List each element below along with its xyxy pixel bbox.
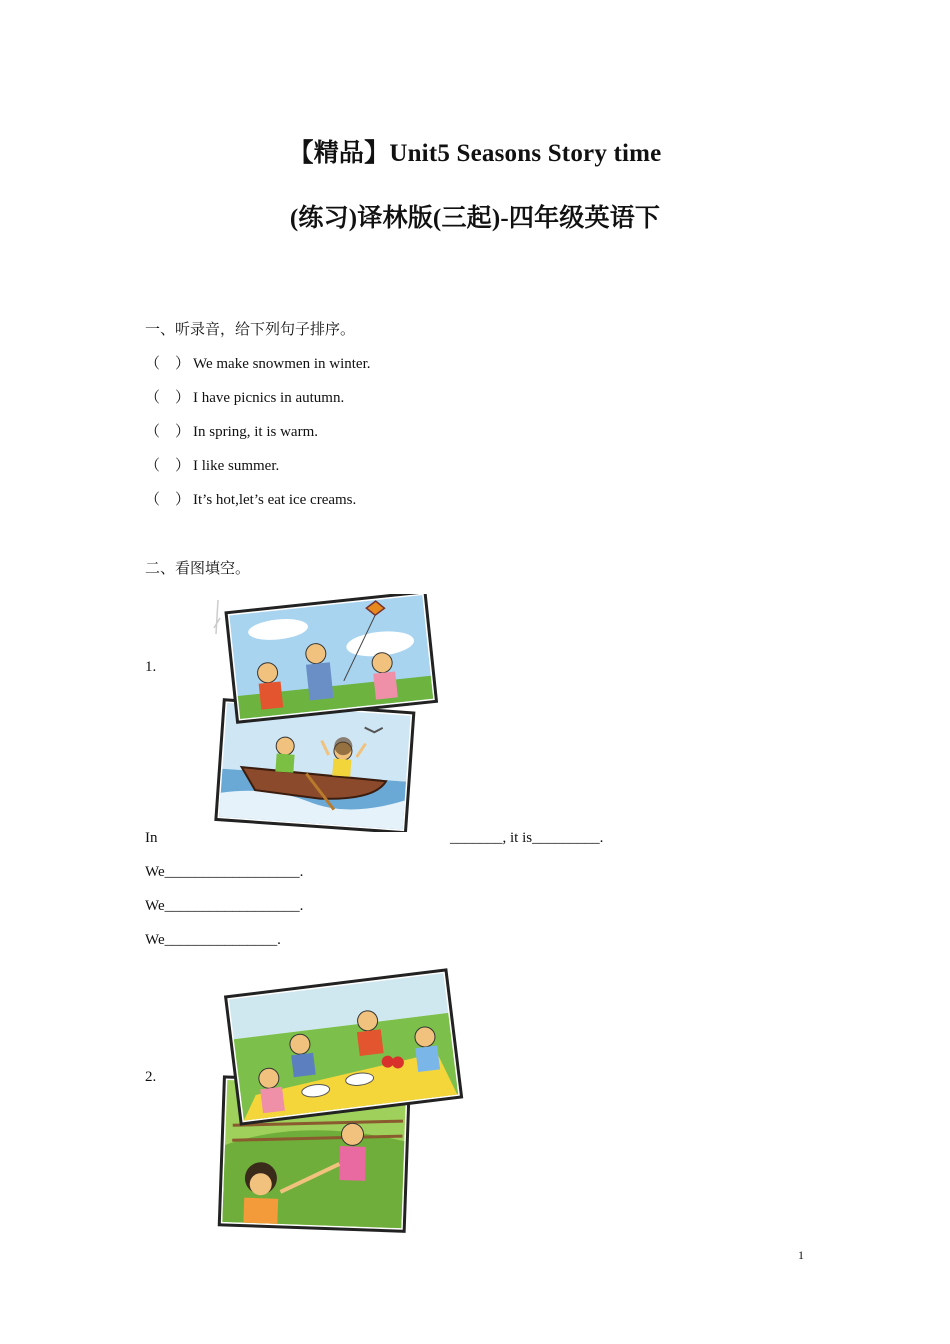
answer-blank[interactable]: （ ） <box>145 424 191 440</box>
fill-line-we-2[interactable]: We__________________. <box>145 898 304 914</box>
document-title-line-1: 【精品】Unit5 Seasons Story time <box>288 140 662 167</box>
fill-line-we-3[interactable]: We_______________. <box>145 932 281 948</box>
document-title-line-2: (练习)译林版(三起)-四年级英语下 <box>289 205 661 232</box>
list-item <box>145 386 344 407</box>
sentence-text: It’s hot,let’s eat ice creams. <box>193 492 357 508</box>
fill-line-in-prefix: In <box>145 830 158 846</box>
list-item <box>145 454 279 475</box>
sentence-text: I like summer. <box>193 458 280 474</box>
question-1-picture <box>212 594 440 832</box>
question-2-number: 2. <box>145 1069 157 1085</box>
answer-blank[interactable]: （ ） <box>145 458 191 474</box>
question-1-number: 1. <box>145 659 157 675</box>
sentence-text: In spring, it is warm. <box>193 424 318 440</box>
fill-line-we-1[interactable]: We__________________. <box>145 864 304 880</box>
list-item <box>145 420 318 441</box>
answer-blank[interactable]: （ ） <box>145 356 191 372</box>
summer-kite-flying-picture <box>226 594 436 722</box>
autumn-picnic-picture <box>226 970 462 1124</box>
list-item <box>145 352 371 373</box>
answer-blank[interactable]: （ ） <box>145 390 191 406</box>
list-item <box>145 488 356 509</box>
section-1-heading: 一、听录音，给下列句子排序。 <box>145 322 356 338</box>
section-2-heading: 二、看图填空。 <box>145 561 251 577</box>
sentence-text: I have picnics in autumn. <box>193 390 345 406</box>
page-number: 1 <box>798 1248 804 1262</box>
question-2-picture <box>212 968 472 1233</box>
fill-line-in-blanks[interactable]: _______, it is_________. <box>450 830 604 846</box>
sentence-text: We make snowmen in winter. <box>193 356 371 372</box>
answer-blank[interactable]: （ ） <box>145 492 191 508</box>
